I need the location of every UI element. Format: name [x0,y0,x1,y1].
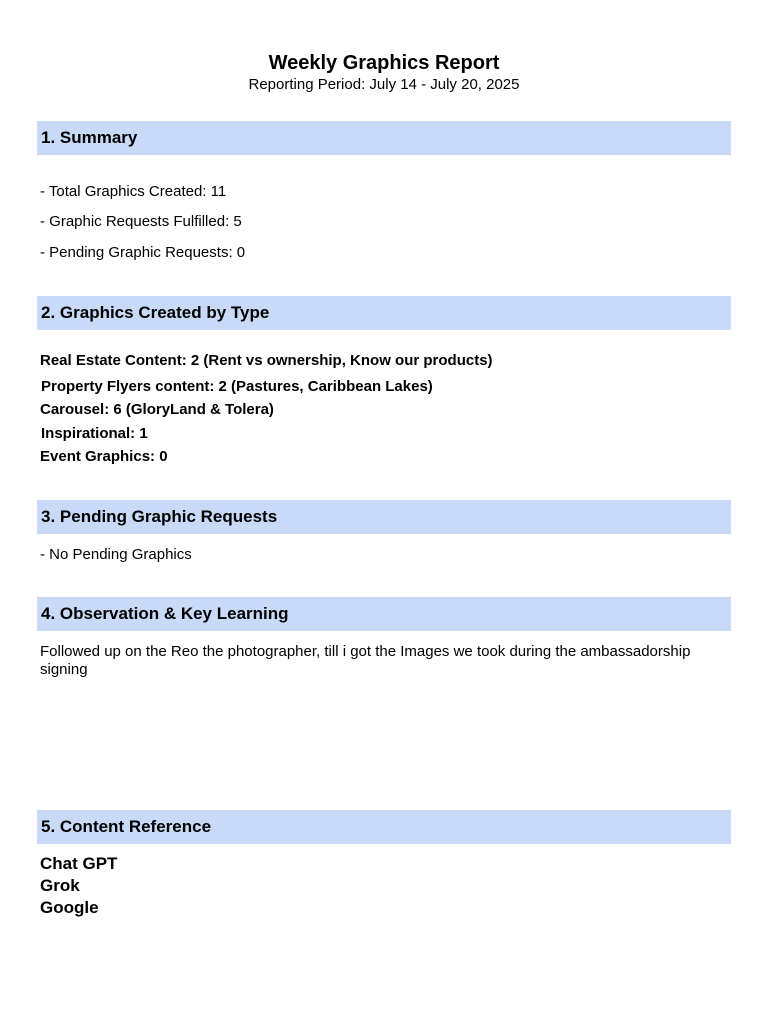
graphics-type-item: Property Flyers content: 2 (Pastures, Caribbean Lakes) [41,378,433,395]
reference-item: Google [40,898,99,917]
graphics-type-item: Real Estate Content: 2 (Rent vs ownership, Know our products) [40,352,493,369]
summary-item: - Pending Graphic Requests: 0 [40,244,246,261]
reference-item: Grok [40,876,80,895]
section-heading-pending-requests: 3. Pending Graphic Requests [37,500,731,534]
summary-item: - Graphic Requests Fulfilled: 5 [40,213,242,230]
section-heading-summary: 1. Summary [37,121,731,155]
section-heading-content-reference: 5. Content Reference [37,810,731,844]
pending-item: - No Pending Graphics [40,546,192,563]
reference-item: Chat GPT [40,854,118,873]
reporting-period: Reporting Period: July 14 - July 20, 2025 [248,76,520,93]
report-title: Weekly Graphics Report [268,52,500,74]
section-heading-graphics-by-type: 2. Graphics Created by Type [37,296,731,330]
summary-item: - Total Graphics Created: 11 [40,183,227,200]
graphics-type-item: Event Graphics: 0 [40,448,168,465]
graphics-type-item: Inspirational: 1 [41,425,148,442]
section-heading-observation: 4. Observation & Key Learning [37,597,731,631]
graphics-type-item: Carousel: 6 (GloryLand & Tolera) [40,401,274,418]
observation-text: Followed up on the Reo the photographer, till i got the Images we took during the ambassadorship signing [40,643,691,678]
